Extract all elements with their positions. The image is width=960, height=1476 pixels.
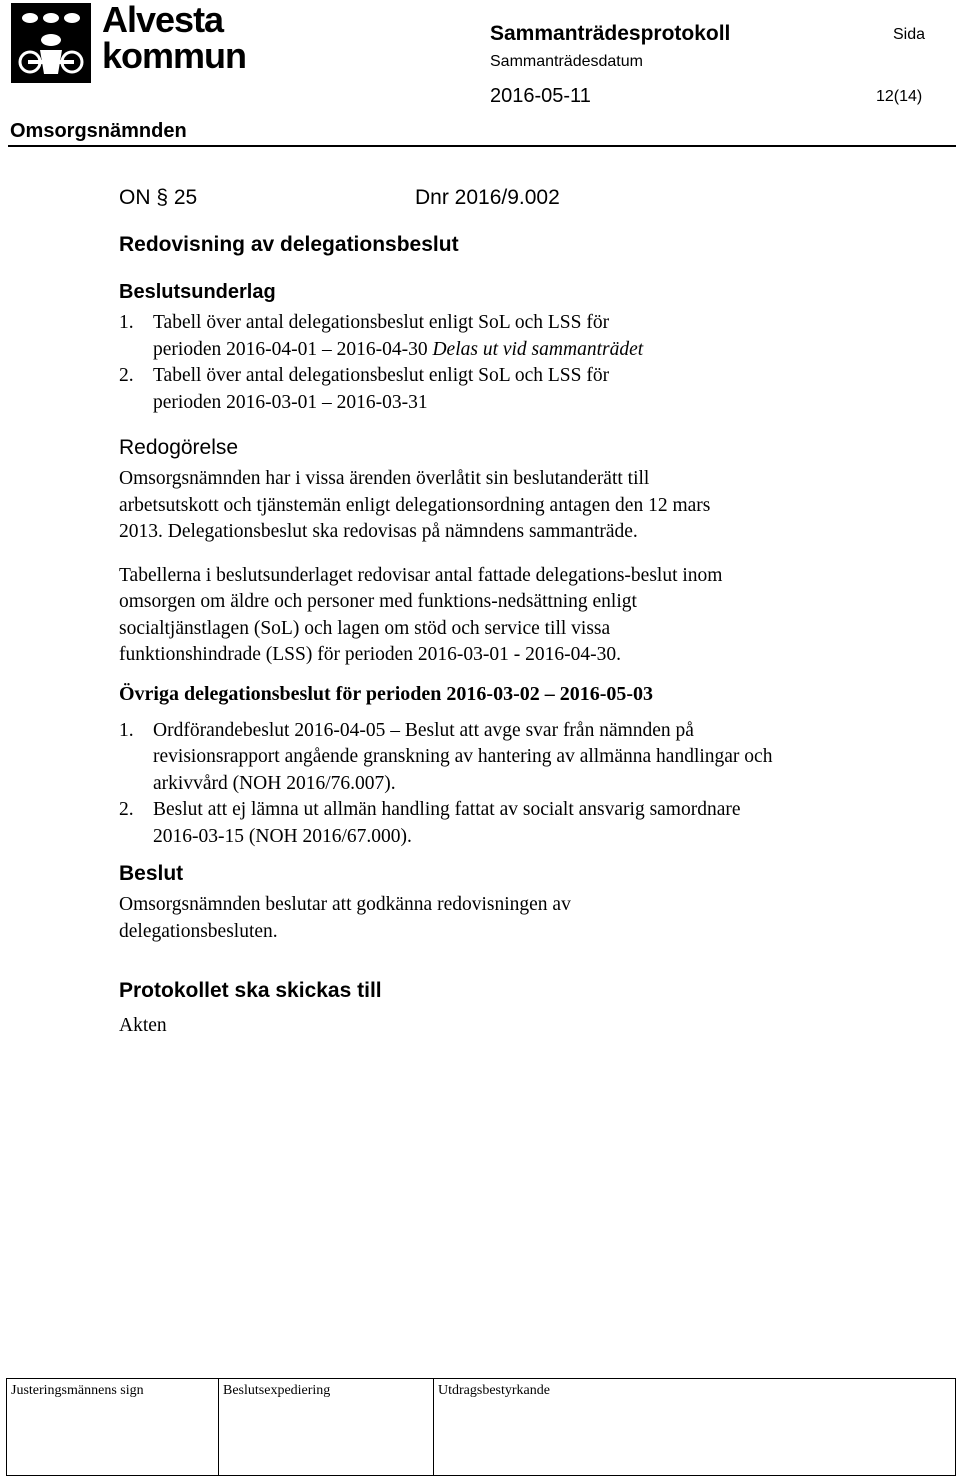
italic-note: Delas ut vid sammanträdet	[432, 338, 644, 360]
document-title: Redovisning av delegationsbeslut	[119, 233, 459, 256]
page-label: Sida	[893, 26, 926, 43]
footer-adjusters-sign: Justeringsmännens sign	[7, 1379, 219, 1475]
decision-heading: Beslut	[119, 862, 184, 885]
list-item: 2. Tabell över antal delegationsbeslut enligt SoL och LSS för perioden 2016-03-01 – 2016-03-31	[119, 365, 610, 413]
coat-of-arms-icon	[10, 2, 92, 84]
other-decisions-list	[119, 718, 779, 851]
send-to-heading: Protokollet ska skickas till	[119, 979, 382, 1002]
account-heading: Redogörelse	[119, 436, 239, 459]
basis-list	[119, 310, 819, 416]
decision-text: Omsorgsnämnden beslutar att godkänna redovisningen av delegationsbesluten.	[119, 894, 571, 942]
protocol-title: Sammanträdesprotokoll	[490, 22, 731, 45]
footer-dispatch: Beslutsexpediering	[219, 1379, 434, 1475]
page-number: 12(14)	[876, 88, 923, 105]
list-item: 2. Beslut att ej lämna ut allmän handling fattat av socialt ansvarig samordnare 2016-03-15 (NOH 2016/67.000).	[119, 799, 741, 847]
list-item: 1. Tabell över antal delegationsbeslut enligt SoL och LSS för perioden 2016-04-01 – 2016-04-30 Delas ut vid sammanträdet	[119, 312, 644, 360]
send-to-recipient: Akten	[119, 1015, 167, 1036]
alvesta-logo	[10, 0, 247, 84]
account-paragraph-1: Omsorgsnämnden har i vissa ärenden överlåtit sin beslutanderätt till arbetsutskott och tjänstemän enligt delegationsordning antagen den 12 mars 2013. Delegationsbeslut ska redovisas på nämndens sammanträde.	[119, 468, 711, 542]
meeting-date: 2016-05-11	[490, 85, 591, 107]
list-item: 1. Ordförandebeslut 2016-04-05 – Beslut att avge svar från nämnden på revisionsrapport angående granskning av hantering av allmänna handlingar och arkivvård (NOH 2016/76.007).	[119, 719, 773, 794]
other-decisions-heading: Övriga delegationsbeslut för perioden 2016-03-02 – 2016-05-03	[119, 682, 654, 705]
meeting-date-label: Sammanträdesdatum	[490, 53, 643, 70]
case-line	[119, 186, 819, 210]
basis-heading: Beslutsunderlag	[119, 281, 276, 303]
header-divider	[8, 145, 956, 147]
footer-certification: Utdragsbestyrkande	[438, 1383, 550, 1398]
account-paragraph-2: Tabellerna i beslutsunderlaget redovisar antal fattade delegations-beslut inom omsorgen om äldre och personer med funktions-nedsättning enligt socialtjänstlagen (SoL) och lagen om stöd och service till vissa funktionshindrade (LSS) för perioden 2016-03-01 - 2016-04-30.	[119, 564, 723, 665]
organization-name: Omsorgsnämnden	[10, 120, 187, 142]
signature-footer	[6, 1378, 956, 1476]
logo-wordmark: Alvesta kommun	[102, 0, 247, 76]
diary-number: Dnr 2016/9.002	[415, 186, 560, 209]
case-number: ON § 25	[119, 186, 198, 209]
document-body	[119, 186, 819, 1040]
